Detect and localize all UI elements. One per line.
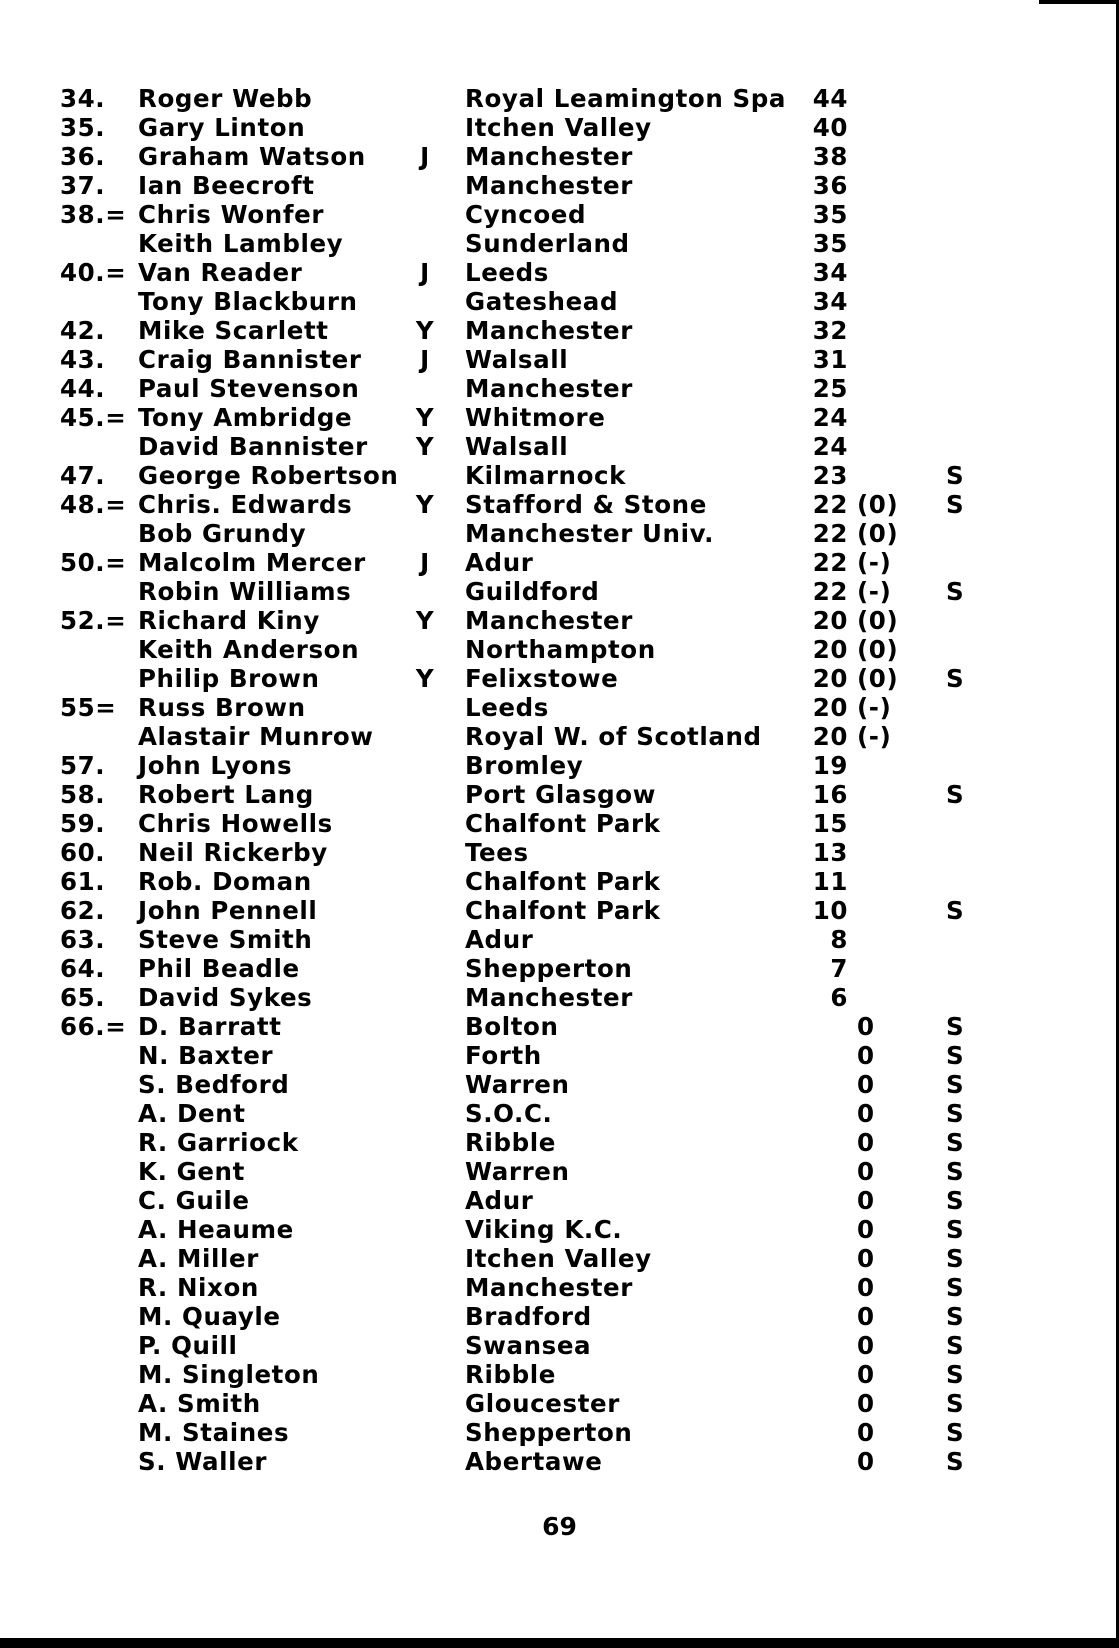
position-cell: 55= <box>60 693 117 722</box>
club-cell: Cyncoed <box>465 200 587 229</box>
points-cell: 35 <box>812 229 848 258</box>
flag-cell: S <box>946 1418 965 1447</box>
position-cell: 40.= <box>60 258 127 287</box>
result-row <box>0 229 1119 258</box>
club-cell: Ribble <box>465 1360 556 1389</box>
points-cell: 10 <box>812 896 848 925</box>
note-cell: 0 <box>857 1302 875 1331</box>
note-cell: (0) <box>857 519 899 548</box>
result-row <box>0 722 1119 751</box>
result-row <box>0 1418 1119 1447</box>
result-row <box>0 606 1119 635</box>
result-row <box>0 258 1119 287</box>
position-cell: 58. <box>60 780 106 809</box>
club-cell: Manchester <box>465 171 633 200</box>
page-edge-bottom <box>0 1638 1119 1648</box>
page-number: 69 <box>542 1512 577 1541</box>
club-cell: Warren <box>465 1157 570 1186</box>
position-cell: 66.= <box>60 1012 127 1041</box>
points-cell: 36 <box>812 171 848 200</box>
note-cell: 0 <box>857 1157 875 1186</box>
name-cell: M. Quayle <box>138 1302 281 1331</box>
points-cell: 20 <box>812 722 848 751</box>
position-cell: 45.= <box>60 403 127 432</box>
result-row <box>0 577 1119 606</box>
note-cell: 0 <box>857 1070 875 1099</box>
name-cell: Keith Anderson <box>138 635 360 664</box>
club-cell: Forth <box>465 1041 542 1070</box>
position-cell: 35. <box>60 113 106 142</box>
position-cell: 52.= <box>60 606 127 635</box>
note-cell: (0) <box>857 635 899 664</box>
name-cell: D. Barratt <box>138 1012 282 1041</box>
club-cell: Ribble <box>465 1128 556 1157</box>
result-row <box>0 1360 1119 1389</box>
club-cell: Bradford <box>465 1302 592 1331</box>
position-cell: 62. <box>60 896 106 925</box>
result-row <box>0 925 1119 954</box>
club-cell: S.O.C. <box>465 1099 553 1128</box>
name-cell: Neil Rickerby <box>138 838 328 867</box>
name-cell: Mike Scarlett <box>138 316 329 345</box>
name-cell: S. Bedford <box>138 1070 290 1099</box>
club-cell: Northampton <box>465 635 656 664</box>
name-cell: Philip Brown <box>138 664 320 693</box>
result-row <box>0 1128 1119 1157</box>
club-cell: Sunderland <box>465 229 630 258</box>
flag-cell: S <box>946 1157 965 1186</box>
category-cell: Y <box>415 316 435 345</box>
position-cell: 64. <box>60 954 106 983</box>
name-cell: A. Smith <box>138 1389 261 1418</box>
points-cell: 31 <box>812 345 848 374</box>
points-cell: 19 <box>812 751 848 780</box>
name-cell: K. Gent <box>138 1157 245 1186</box>
points-cell: 16 <box>812 780 848 809</box>
note-cell: 0 <box>857 1215 875 1244</box>
club-cell: Walsall <box>465 345 569 374</box>
name-cell: David Bannister <box>138 432 368 461</box>
club-cell: Whitmore <box>465 403 606 432</box>
club-cell: Bolton <box>465 1012 559 1041</box>
club-cell: Viking K.C. <box>465 1215 623 1244</box>
note-cell: 0 <box>857 1244 875 1273</box>
note-cell: 0 <box>857 1418 875 1447</box>
club-cell: Guildford <box>465 577 600 606</box>
result-row <box>0 867 1119 896</box>
name-cell: A. Heaume <box>138 1215 294 1244</box>
flag-cell: S <box>946 1273 965 1302</box>
result-row <box>0 954 1119 983</box>
flag-cell: S <box>946 461 965 490</box>
club-cell: Leeds <box>465 693 549 722</box>
note-cell: 0 <box>857 1041 875 1070</box>
club-cell: Gateshead <box>465 287 619 316</box>
club-cell: Manchester Univ. <box>465 519 715 548</box>
note-cell: (-) <box>857 693 892 722</box>
points-cell: 40 <box>812 113 848 142</box>
club-cell: Manchester <box>465 142 633 171</box>
position-cell: 61. <box>60 867 106 896</box>
note-cell: 0 <box>857 1331 875 1360</box>
club-cell: Stafford & Stone <box>465 490 707 519</box>
club-cell: Adur <box>465 548 534 577</box>
result-row <box>0 983 1119 1012</box>
points-cell: 22 <box>812 577 848 606</box>
result-row <box>0 200 1119 229</box>
result-row <box>0 345 1119 374</box>
page-edge-top <box>1039 0 1119 4</box>
category-cell: J <box>420 258 430 287</box>
result-row <box>0 1447 1119 1476</box>
name-cell: Gary Linton <box>138 113 306 142</box>
result-row <box>0 1070 1119 1099</box>
club-cell: Abertawe <box>465 1447 603 1476</box>
category-cell: Y <box>415 606 435 635</box>
result-row <box>0 1012 1119 1041</box>
name-cell: P. Quill <box>138 1331 238 1360</box>
club-cell: Tees <box>465 838 529 867</box>
note-cell: 0 <box>857 1012 875 1041</box>
result-row <box>0 1389 1119 1418</box>
points-cell: 23 <box>812 461 848 490</box>
category-cell: J <box>420 548 430 577</box>
name-cell: Ian Beecroft <box>138 171 315 200</box>
name-cell: A. Dent <box>138 1099 246 1128</box>
result-row <box>0 432 1119 461</box>
category-cell: Y <box>415 664 435 693</box>
position-cell: 60. <box>60 838 106 867</box>
flag-cell: S <box>946 1128 965 1157</box>
result-row <box>0 751 1119 780</box>
name-cell: Tony Blackburn <box>138 287 358 316</box>
flag-cell: S <box>946 780 965 809</box>
club-cell: Chalfont Park <box>465 896 661 925</box>
result-row <box>0 1331 1119 1360</box>
club-cell: Itchen Valley <box>465 1244 652 1273</box>
club-cell: Chalfont Park <box>465 867 661 896</box>
result-row <box>0 809 1119 838</box>
flag-cell: S <box>946 1244 965 1273</box>
result-row <box>0 1099 1119 1128</box>
position-cell: 65. <box>60 983 106 1012</box>
points-cell: 6 <box>830 983 848 1012</box>
result-row <box>0 1273 1119 1302</box>
position-cell: 44. <box>60 374 106 403</box>
name-cell: Roger Webb <box>138 84 313 113</box>
position-cell: 48.= <box>60 490 127 519</box>
name-cell: Phil Beadle <box>138 954 300 983</box>
result-row <box>0 1186 1119 1215</box>
position-cell: 42. <box>60 316 106 345</box>
note-cell: (-) <box>857 577 892 606</box>
points-cell: 11 <box>812 867 848 896</box>
note-cell: 0 <box>857 1099 875 1128</box>
name-cell: Robin Williams <box>138 577 352 606</box>
club-cell: Itchen Valley <box>465 113 652 142</box>
result-row <box>0 519 1119 548</box>
note-cell: 0 <box>857 1447 875 1476</box>
flag-cell: S <box>946 1215 965 1244</box>
name-cell: Keith Lambley <box>138 229 344 258</box>
name-cell: Chris Howells <box>138 809 333 838</box>
result-row <box>0 896 1119 925</box>
club-cell: Kilmarnock <box>465 461 627 490</box>
name-cell: John Pennell <box>138 896 318 925</box>
name-cell: Richard Kiny <box>138 606 320 635</box>
name-cell: R. Garriock <box>138 1128 299 1157</box>
club-cell: Warren <box>465 1070 570 1099</box>
name-cell: Chris Wonfer <box>138 200 324 229</box>
club-cell: Adur <box>465 1186 534 1215</box>
name-cell: Graham Watson <box>138 142 366 171</box>
result-row <box>0 1215 1119 1244</box>
points-cell: 24 <box>812 403 848 432</box>
club-cell: Royal Leamington Spa <box>465 84 787 113</box>
note-cell: (-) <box>857 722 892 751</box>
name-cell: Paul Stevenson <box>138 374 360 403</box>
points-cell: 34 <box>812 287 848 316</box>
flag-cell: S <box>946 1186 965 1215</box>
points-cell: 32 <box>812 316 848 345</box>
club-cell: Shepperton <box>465 954 633 983</box>
category-cell: J <box>420 345 430 374</box>
result-row <box>0 780 1119 809</box>
club-cell: Manchester <box>465 316 633 345</box>
note-cell: 0 <box>857 1360 875 1389</box>
club-cell: Royal W. of Scotland <box>465 722 762 751</box>
flag-cell: S <box>946 490 965 519</box>
club-cell: Manchester <box>465 1273 633 1302</box>
position-cell: 37. <box>60 171 106 200</box>
name-cell: Bob Grundy <box>138 519 307 548</box>
flag-cell: S <box>946 1099 965 1128</box>
name-cell: John Lyons <box>138 751 293 780</box>
points-cell: 20 <box>812 664 848 693</box>
club-cell: Manchester <box>465 374 633 403</box>
name-cell: Craig Bannister <box>138 345 362 374</box>
name-cell: Steve Smith <box>138 925 313 954</box>
name-cell: David Sykes <box>138 983 313 1012</box>
points-cell: 7 <box>830 954 848 983</box>
points-cell: 35 <box>812 200 848 229</box>
note-cell: (0) <box>857 490 899 519</box>
position-cell: 50.= <box>60 548 127 577</box>
club-cell: Leeds <box>465 258 549 287</box>
flag-cell: S <box>946 1041 965 1070</box>
result-row <box>0 1157 1119 1186</box>
name-cell: Alastair Munrow <box>138 722 374 751</box>
category-cell: Y <box>415 490 435 519</box>
points-cell: 25 <box>812 374 848 403</box>
points-cell: 22 <box>812 519 848 548</box>
flag-cell: S <box>946 1360 965 1389</box>
result-row <box>0 548 1119 577</box>
flag-cell: S <box>946 1389 965 1418</box>
club-cell: Gloucester <box>465 1389 620 1418</box>
result-row <box>0 693 1119 722</box>
points-cell: 8 <box>830 925 848 954</box>
club-cell: Manchester <box>465 983 633 1012</box>
club-cell: Manchester <box>465 606 633 635</box>
position-cell: 63. <box>60 925 106 954</box>
points-cell: 34 <box>812 258 848 287</box>
results-list <box>0 84 1119 1476</box>
position-cell: 47. <box>60 461 106 490</box>
result-row <box>0 316 1119 345</box>
name-cell: Russ Brown <box>138 693 306 722</box>
flag-cell: S <box>946 1070 965 1099</box>
points-cell: 20 <box>812 635 848 664</box>
flag-cell: S <box>946 1331 965 1360</box>
club-cell: Adur <box>465 925 534 954</box>
club-cell: Shepperton <box>465 1418 633 1447</box>
note-cell: (-) <box>857 548 892 577</box>
result-row <box>0 84 1119 113</box>
name-cell: Robert Lang <box>138 780 314 809</box>
name-cell: Malcolm Mercer <box>138 548 366 577</box>
name-cell: Van Reader <box>138 258 303 287</box>
flag-cell: S <box>946 664 965 693</box>
position-cell: 43. <box>60 345 106 374</box>
result-row <box>0 374 1119 403</box>
flag-cell: S <box>946 1302 965 1331</box>
name-cell: R. Nixon <box>138 1273 259 1302</box>
flag-cell: S <box>946 1012 965 1041</box>
points-cell: 22 <box>812 490 848 519</box>
result-row <box>0 1302 1119 1331</box>
note-cell: 0 <box>857 1389 875 1418</box>
category-cell: Y <box>415 432 435 461</box>
name-cell: S. Waller <box>138 1447 268 1476</box>
result-row <box>0 664 1119 693</box>
points-cell: 22 <box>812 548 848 577</box>
points-cell: 20 <box>812 693 848 722</box>
name-cell: Chris. Edwards <box>138 490 353 519</box>
club-cell: Felixstowe <box>465 664 619 693</box>
result-row <box>0 1244 1119 1273</box>
category-cell: Y <box>415 403 435 432</box>
note-cell: 0 <box>857 1186 875 1215</box>
points-cell: 15 <box>812 809 848 838</box>
result-row <box>0 287 1119 316</box>
club-cell: Chalfont Park <box>465 809 661 838</box>
position-cell: 59. <box>60 809 106 838</box>
result-row <box>0 1041 1119 1070</box>
result-row <box>0 490 1119 519</box>
result-row <box>0 113 1119 142</box>
position-cell: 36. <box>60 142 106 171</box>
name-cell: M. Staines <box>138 1418 290 1447</box>
name-cell: C. Guile <box>138 1186 250 1215</box>
club-cell: Port Glasgow <box>465 780 656 809</box>
result-row <box>0 403 1119 432</box>
result-row <box>0 838 1119 867</box>
note-cell: (0) <box>857 664 899 693</box>
flag-cell: S <box>946 896 965 925</box>
position-cell: 38.= <box>60 200 127 229</box>
club-cell: Bromley <box>465 751 584 780</box>
note-cell: (0) <box>857 606 899 635</box>
result-row <box>0 635 1119 664</box>
note-cell: 0 <box>857 1128 875 1157</box>
result-row <box>0 171 1119 200</box>
club-cell: Swansea <box>465 1331 592 1360</box>
position-cell: 34. <box>60 84 106 113</box>
name-cell: George Robertson <box>138 461 399 490</box>
position-cell: 57. <box>60 751 106 780</box>
name-cell: Rob. Doman <box>138 867 312 896</box>
points-cell: 24 <box>812 432 848 461</box>
points-cell: 20 <box>812 606 848 635</box>
points-cell: 44 <box>812 84 848 113</box>
flag-cell: S <box>946 1447 965 1476</box>
points-cell: 13 <box>812 838 848 867</box>
name-cell: M. Singleton <box>138 1360 320 1389</box>
name-cell: N. Baxter <box>138 1041 274 1070</box>
name-cell: A. Miller <box>138 1244 259 1273</box>
result-row <box>0 461 1119 490</box>
category-cell: J <box>420 142 430 171</box>
result-row <box>0 142 1119 171</box>
club-cell: Walsall <box>465 432 569 461</box>
flag-cell: S <box>946 577 965 606</box>
name-cell: Tony Ambridge <box>138 403 353 432</box>
points-cell: 38 <box>812 142 848 171</box>
note-cell: 0 <box>857 1273 875 1302</box>
